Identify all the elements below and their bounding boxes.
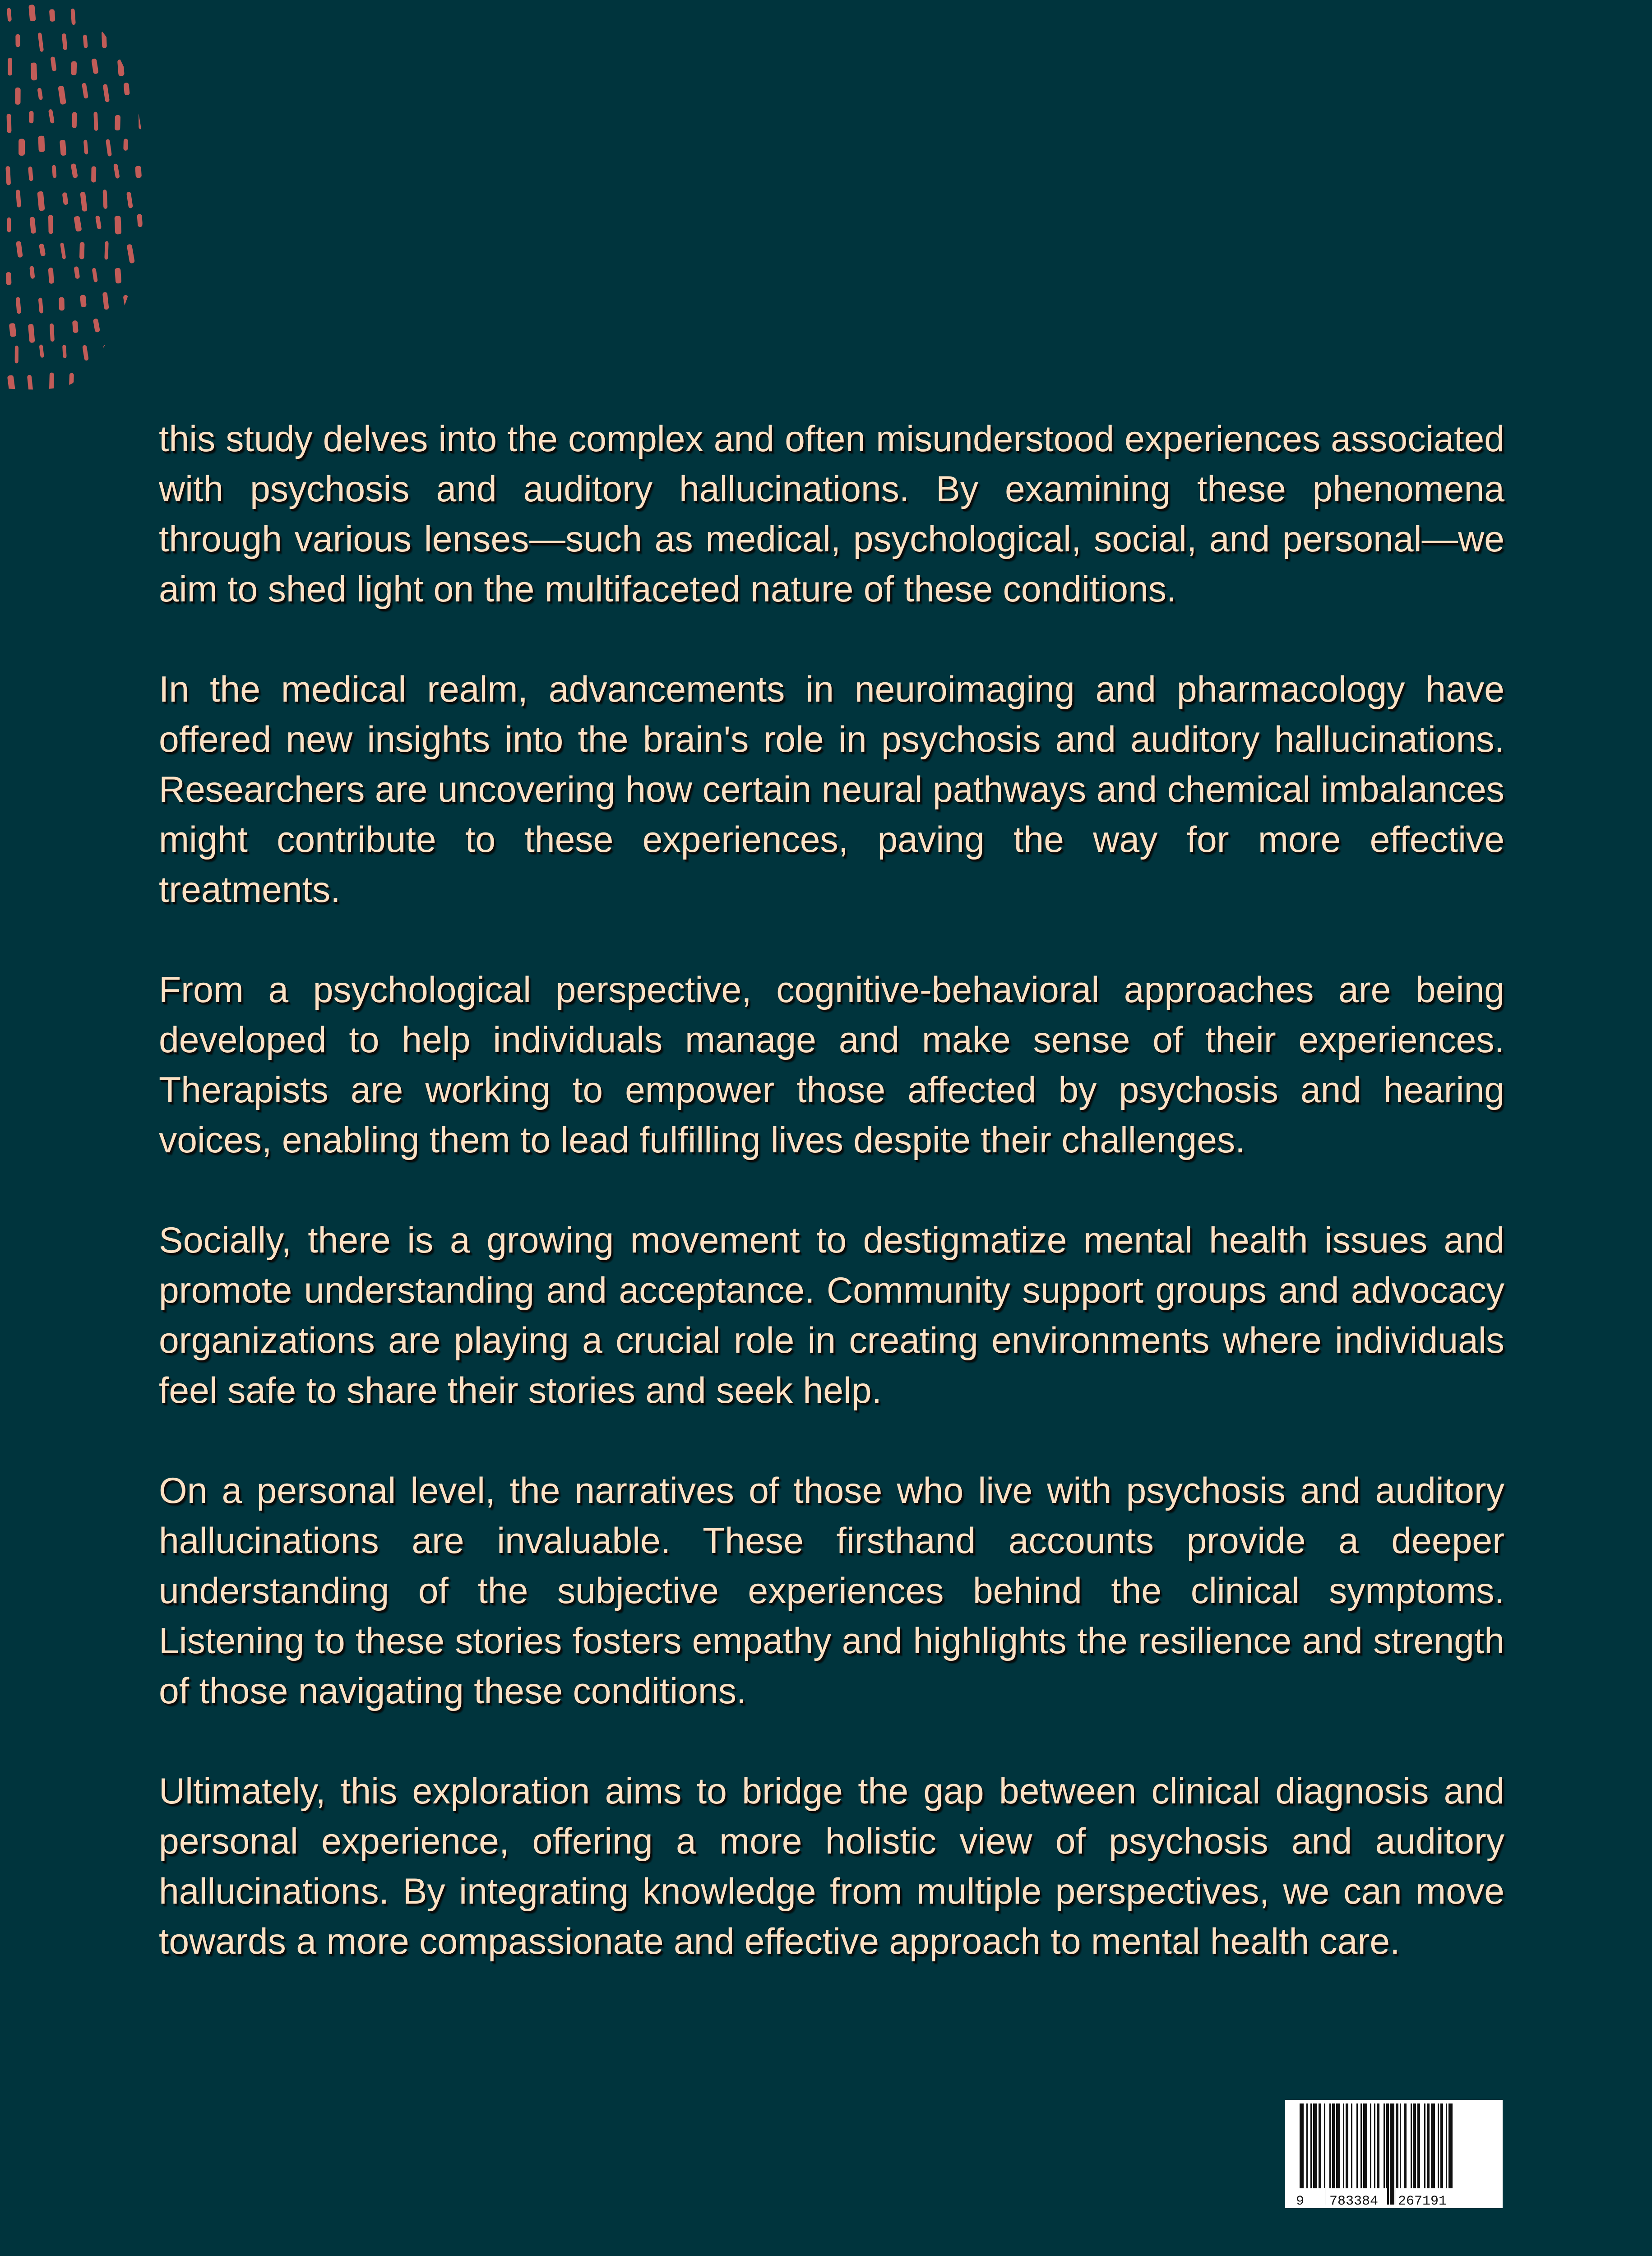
- barcode-digits-right: 267191: [1398, 2194, 1447, 2208]
- barcode-digit-lead: 9: [1296, 2194, 1305, 2208]
- paragraph-psychological: From a psychological perspective, cognitive-behavioral approaches are being developed to help individuals manage and make sense of their experiences. Therapists are working to empower those affected by psychosis and hearing voices, enabling them to lead fulfilling lives despite their challenges.: [159, 970, 1504, 1160]
- paragraph-medical: In the medical realm, advancements in neuroimaging and pharmacology have offered new insights into the brain's role in psychosis and auditory hallucinations. Researchers are uncovering how certain neural pathways and chemical imbalances might contribute to these experiences, paving the way for more effective treatments.: [159, 669, 1504, 910]
- paragraph-conclusion: Ultimately, this exploration aims to bridge the gap between clinical diagnosis and personal experience, offering a more holistic view of psychosis and auditory hallucinations. By integrating knowledge from multiple perspectives, we can move towards a more compassionate and effective approach to mental health care.: [159, 1771, 1504, 1962]
- decorative-dot-pattern: [0, 0, 162, 393]
- back-cover-blurb: [159, 414, 1504, 1967]
- paragraph-personal: On a personal level, the narratives of those who live with psychosis and auditory hallucinations are invaluable. These firsthand accounts provide a deeper understanding of the subjective experiences behind the clinical symptoms. Listening to these stories fosters empathy and highlights the resilience and strength of those navigating these conditions.: [159, 1470, 1504, 1711]
- paragraph-intro: this study delves into the complex and often misunderstood experiences associated with psychosis and auditory hallucinations. By examining these phenomena through various lenses—such as medical, psychological, social, and personal—we aim to shed light on the multifaceted nature of these conditions.: [159, 419, 1504, 610]
- barcode-digits-left: 783384: [1329, 2194, 1379, 2208]
- paragraph-social: Socially, there is a growing movement to destigmatize mental health issues and promote understanding and acceptance. Community support groups and advocacy organizations are playing a crucial role in creating environments where individuals feel safe to share their stories and seek help.: [159, 1220, 1504, 1411]
- isbn-barcode: [1285, 2100, 1503, 2208]
